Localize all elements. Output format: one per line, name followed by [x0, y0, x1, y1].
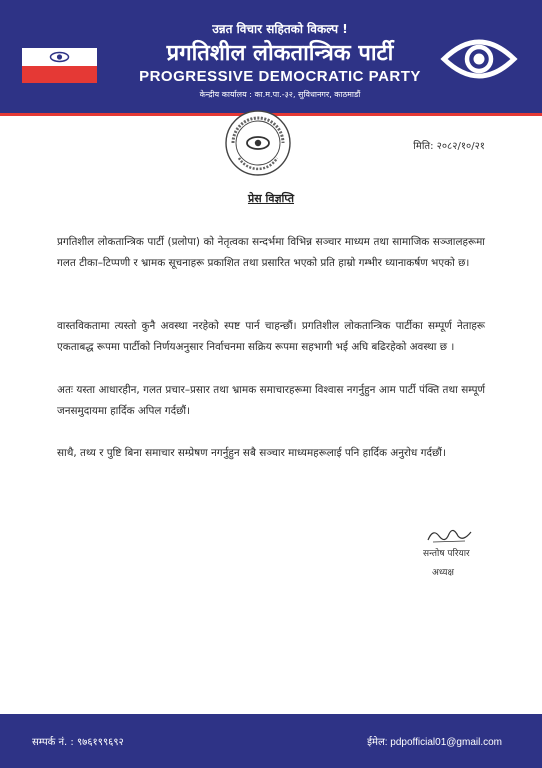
body-paragraph: प्रगतिशील लोकतान्त्रिक पार्टी (प्रलोपा) को नेतृत्वका सन्दर्भमा विभिन्न सञ्चार माध्यम तथा सामाजिक सञ्जालहरूमा गलत टीका–टिप्पणी र भ्रामक सूचनाहरू प्रकाशित तथा प्रसारित भएको प्रति हाम्रो गम्भीर ध्यानाकर्षण भएको छ। — [57, 236, 485, 269]
party-name-nepali: प्रगतिशील लोकतान्त्रिक पार्टी — [166, 41, 394, 66]
body-paragraph: साथै, तथ्य र पुष्टि बिना समाचार सम्प्रेषण नगर्नुहुन सबै सञ्चार माध्यमहरूलाई पनि हार्दिक अनुरोध गर्दछौं। — [57, 447, 446, 459]
office-seal-stamp — [223, 108, 293, 178]
eye-logo-icon — [440, 33, 518, 85]
party-slogan: उन्नत विचार सहितको विकल्प ! — [212, 22, 348, 36]
body-paragraph: अतः यस्ता आधारहीन, गलत प्रचार–प्रसार तथा भ्रामक समाचारहरूमा विश्वास नगर्नुहुन आम पार्टी पंक्ति तथा सम्पूर्ण जनसमुदायमा हार्दिक अपिल गर्दछौं। — [57, 384, 485, 417]
body-paragraph: वास्तविकतामा त्यस्तो कुनै अवस्था नरहेको स्पष्ट पार्न चाहन्छौं। प्रगतिशील लोकतान्त्रिक पार्टीका सम्पूर्ण नेताहरू एकताबद्ध रूपमा पार्टीको निर्णयअनुसार निर्वाचनमा सक्रिय रूपमा सहभागी भई अघि बढिरहेको अवस्था छ । — [57, 320, 485, 353]
press-release-title: प्रेस विज्ञप्ति — [247, 192, 295, 205]
contact-number: सम्पर्क नं. : ९७६१९९६९२ — [32, 737, 124, 748]
signatory-title: अध्यक्ष — [432, 568, 454, 578]
office-address: केन्द्रीय कार्यालय : का.म.पा.-३२, सुविधानगर, काठमाडौं — [199, 90, 361, 99]
handwritten-signature — [425, 524, 475, 546]
document-date: मिति: २०८२/१०/२१ — [413, 141, 485, 152]
signatory-name: सन्तोष परियार — [423, 549, 470, 559]
party-name-english: PROGRESSIVE DEMOCRATIC PARTY — [139, 68, 421, 85]
email-address: ईमेल: pdpofficial01@gmail.com — [367, 737, 502, 748]
